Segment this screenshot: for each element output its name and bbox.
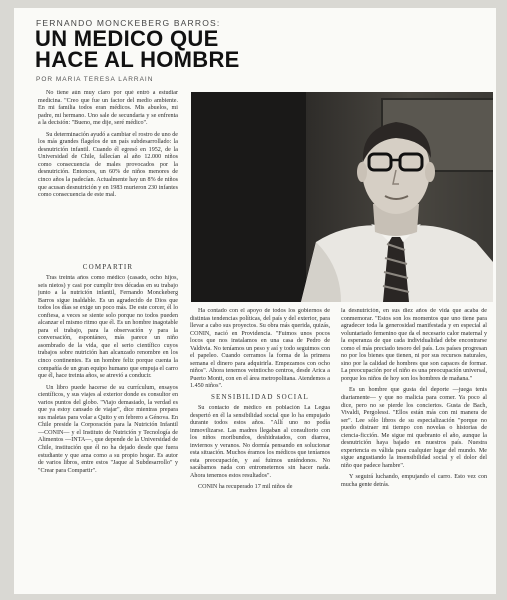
column-2-bottom [190,405,330,593]
subhead-compartir: COMPARTIR [82,263,134,271]
paragraph: Tras treinta años como médico (casado, ocho hijos, seis nietos) y casi por cumplir tres décadas en su trabajo junto a la nutrición infantil, Fernando Monckeberg Barros sigue inaldable. Es un agradecido de Dios que todos los días se exige un poco más. De este corcer, él lo confiesa, a veces se siente solo porque no todos pueden alcanzar el mismo ritmo que él. Es un hombre inagotable para el trabajo, para la observación y para la conversación, espontáneo, más parece un niño asombrado de la vida, que el serio científico cuyos trabajos sobre nutrición han alcanzado renombre en los cinco continentes. Es un hombre feliz porque cuenta la compañía de un gran equipo humano que empuja el carro que él, hace treinta años, se atrevió a conducir. [38,275,178,380]
magazine-page [14,8,496,594]
headline-line-1: UN MEDICO QUE [35,26,219,51]
paragraph: Y seguirá luchando, empujando el carro. Esto vez con mucha gente detrás. [341,474,487,489]
paragraph: Un libro puede hacerse de su currículum, ensayos científicos, y sus viajes al exterior donde es consultor en varios puntos del globo. "Viajo demasiado, la verdad es que ya estoy cansado de viajar", dice mientras prepara sus maletas para volar a Quito y en febrero a Génova. En Chile preside la Corporación para la Nutrición Infantil —CONIN— y el Instituto de Nutrición y Tecnología de Alimentos —INTA—, que depende de la Universidad de Chile, institución que él no ha dejado desde que fuera estudiante y que ama como a su propio hogar. Es autor de varios libros, entre estos "Jaque al Subdesarrollo" y "Crear para Compartir". [38,384,178,474]
byline: POR MARIA TERESA LARRAIN [36,76,154,83]
paragraph: la desnutrición, en sus diez años de vida que acaba de conmemorar. "Estos son los momentos que uno tiene para agradecer toda la generosidad manifestada y en especial al voluntariado femenino que da el necesario calor maternal y la esperanza de que cada individualidad debe encontrarse como el más preciado tesoro del país. Los países progresan no por los bienes que tienen, ni por sus recursos naturales, sino por la calidad de hombres que son capaces de formar. La preocupación por el niño es una preocupación universal, porque los niños de hoy son los hombres de mañana." [341,308,487,382]
paragraph: No tiene aún muy claro por qué entró a estudiar medicina. "Creo que fue un factor del medio ambiente. En mi familia todos eran médicos. Mis abuelos, mi padre, mi hermano. Uno sale de secundaria y se enfrenta a la decisión: "Bueno, me dije, seré médico". [38,90,178,127]
paragraph: Su determinación ayudó a cambiar el rostro de uno de los más grandes flagelos de un país subdesarrollado: la desnutrición infantil. Cuando él egresó en 1952, de la Universidad de Chile, fallecían al año 12.000 niños como consecuencia de males provocados por la desnutrición. Entonces, un 60% de niños menores de cinco años la padecían. Actualmente hay un 8% de niños que acusan desnutrición y en 1983 murieron 230 infantes como consecuencia de este mal. [38,131,178,199]
headline [35,28,265,70]
column-1-top [38,90,178,260]
column-3 [341,308,487,593]
paragraph: Ha contado con el apoyo de todos los gobiernos de distintas tendencias políticas, del país y del exterior, para llevar a cabo sus proyectos. Su obra más querida, quizás, CONIN, nació en Providencia. "Fuimos unos pocos locos que nos instalamos en una casa de Pedro de Valdivia. No teníamos un peso y así y todo seguimos con el papeleo. Cuando cerramos la forma de la primera semana el dinero para adquirirla. Empezamos con ocho niños". Ahora tenemos veintiocho centros, desde Arica a Puerto Montt, con en el área metropolitana. Atendemos a 1.450 niños". [190,308,330,390]
column-1-bottom [38,275,178,593]
man-portrait [191,92,493,302]
paragraph: Su contacto de médico en población La Legua despertó en él la sensibilidad social que lo ha empujado durante todos estos años. "Allí uno no podía inmovilizarse. Las madres llegaban al consultorio con los niños moribundos, deshidratados, con diarrea, inviernos y veranos. No dormía pensando en solucionar esta situación. Muchos éramos los médicos que teníamos esta preocupación, y así fuimos uniéndonos. No sacábamos nada con entrometernos sin hacer nada. Ahora tenemos estos resultados". [190,405,330,479]
paragraph: CONIN ha recuperado 17 mil niños de [198,484,293,491]
kicker: FERNANDO MONCKEBERG BARROS: [36,18,221,28]
subhead-sensibilidad-social: SENSIBILIDAD SOCIAL [210,393,310,401]
portrait-photo [191,92,493,302]
headline-line-2: HACE AL HOMBRE [35,47,240,72]
paragraph: Es un hombre que gusta del deporte —juega tenis diariamente— y que no malicia para comer. Ya poco al dice, pero no se pierde los conciertos. Gusta de Bach, Vivaldi, Pergolessi. "Ellos están más con mi manera de ser". Lee sólo libros de su especialización "porque no puedo distraer mi tiempo con novelas o historias de ciencia-ficción. Me sigue mi quebranto el año, aunque la desnutrición haya bajado en nuestros país. Nuestra experiencia es válida para cualquier lugar del mundo. Me sigue angustiando la insensibilidad social y el dolor del niño que padece hambre". [341,387,487,469]
